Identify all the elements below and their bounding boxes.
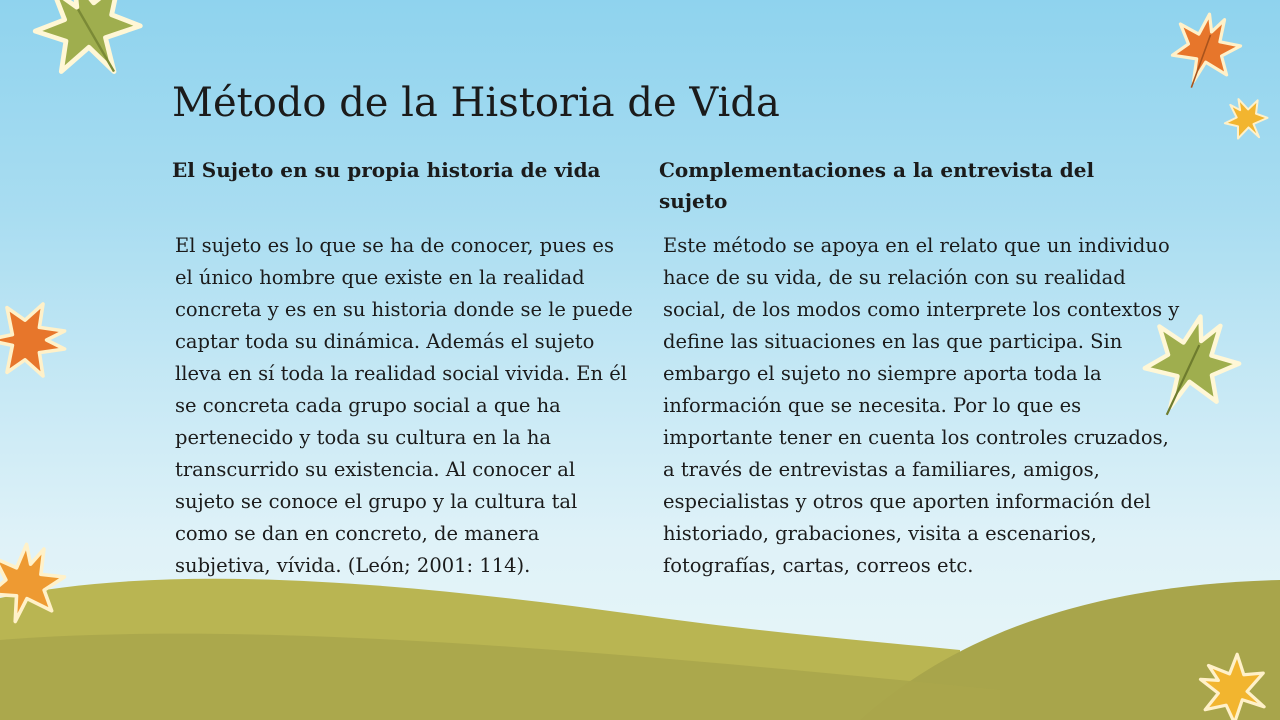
maple-leaf-icon [0,530,70,640]
left-column-heading: El Sujeto en su propia historia de vida [172,158,601,182]
maple-leaf-icon [1222,95,1272,145]
maple-leaf-icon [1165,10,1245,90]
left-column-body: El sujeto es lo que se ha de conocer, pues es el único hombre que existe en la realidad concreta y es en su historia donde se le puede captar toda su dinámica. Además el sujeto lleva en sí toda la realidad social vivida. En él se concreta cada grupo social a que ha pertenecido y toda su cultura en la ha transcurrido su existencia. Al conocer al sujeto se conoce el grupo y la cultura tal como se dan en concreto, de manera subjetiva, vívida. (León; 2001: 114). [175,234,633,577]
maple-leaf-icon [1185,650,1280,720]
maple-leaf-icon [0,290,70,390]
right-column-body: Este método se apoya en el relato que un individuo hace de su vida, de su relación con su realidad social, de los modos como interprete los contextos y define las situaciones en las que participa. Sin embargo el sujeto no siempre aporta toda la información que se necesita. Por lo que es importante tener en cuenta los controles cruzados, a través de entrevistas a familiares, amigos, especialistas y otros que aporten información del historiado, grabaciones, visita a escenarios, fotografías, cartas, correos etc. [663,234,1180,577]
slide-title: Método de la Historia de Vida [172,80,780,126]
maple-leaf-icon [20,0,160,90]
right-column-heading: Complementaciones a la entrevista del sujeto [659,158,1095,213]
